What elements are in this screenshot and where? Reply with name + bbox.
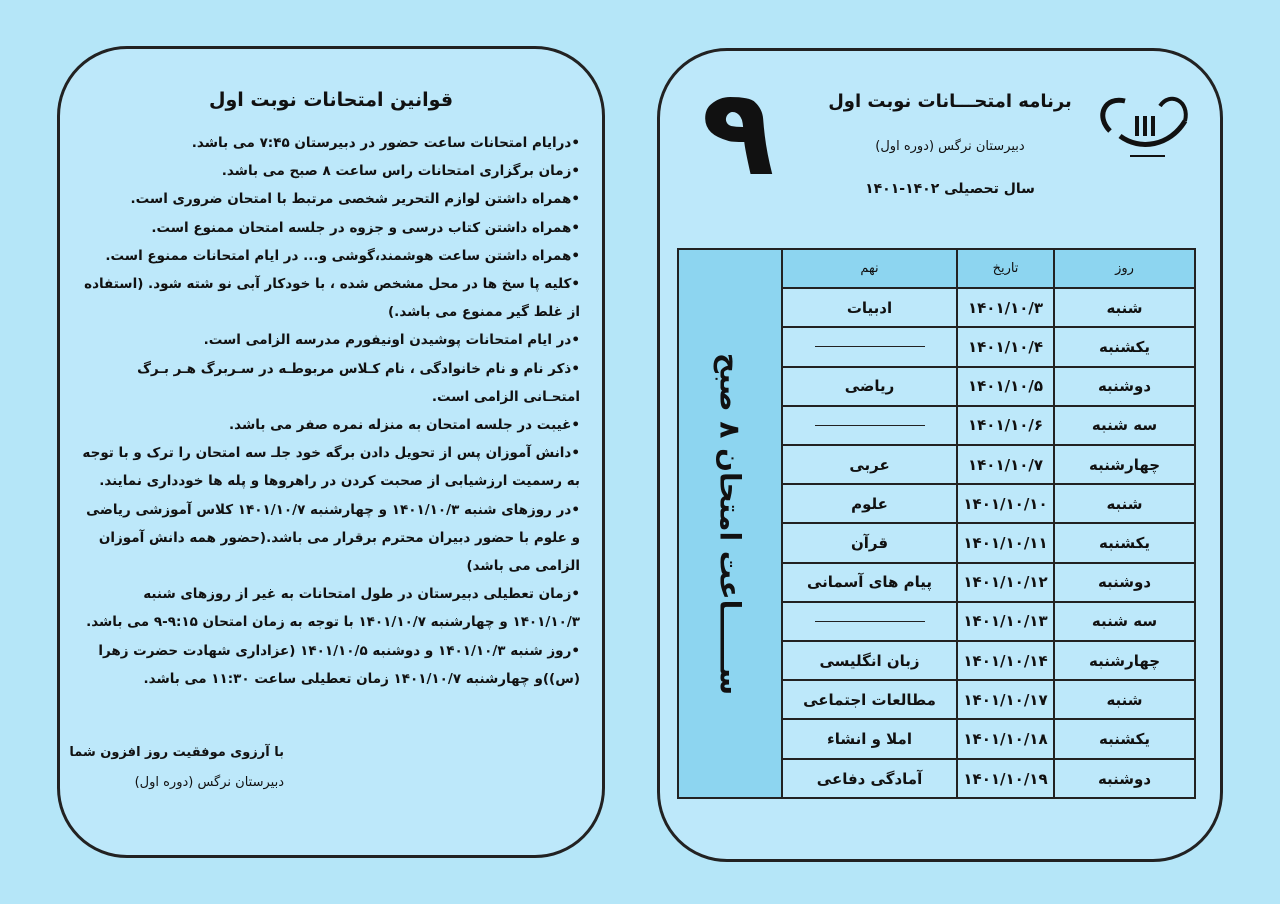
rule-item: • زمان برگزاری امتحانات راس ساعت ۸ صبح می باشد. [80, 157, 580, 185]
school-name: دبیرستان نرگس (دوره اول) [875, 139, 1025, 154]
closing-block [69, 738, 284, 798]
program-title: برنامه امتحـــانات نوبت اول [828, 91, 1072, 112]
rule-item: • در ایام امتحانات پوشیدن اونیفورم مدرسه الزامی است. [80, 326, 580, 354]
subject-cell: قرآن [850, 533, 889, 552]
no-exam-dash [815, 621, 925, 622]
rule-item: • همراه داشتن ساعت هوشمند،گوشی و... در ایام امتحانات ممنوع است. [80, 242, 580, 270]
date-cell: ۱۴۰۱/۱۰/۱۹ [956, 760, 1055, 799]
exam-time-column [679, 250, 783, 797]
table-row [783, 407, 1194, 446]
grade-number: ۹ [701, 64, 775, 203]
subject-cell: پیام های آسمانی [807, 573, 932, 592]
rule-item: • درایام امتحانات ساعت حضور در دبیرستان ۷:۴۵ می باشد. [80, 129, 580, 157]
rules-list [80, 129, 580, 693]
date-cell: ۱۴۰۱/۱۰/۱۳ [956, 603, 1055, 640]
rule-item: • دانش آموزان پس از تحویل دادن برگه خود جلـ سه امتحان را ترک و با توجه به رسمیت ارزشیابی از صحبت کردن در راهروها و پله ها خودداری نمایند. [80, 439, 580, 495]
subject-cell: ریاضی [844, 377, 895, 396]
subject-cell: زبان انگلیسی [819, 651, 920, 670]
subject-cell [783, 603, 956, 640]
date-cell: ۱۴۰۱/۱۰/۱۱ [956, 524, 1055, 561]
table-row [783, 720, 1194, 759]
day-cell: سه شنبه [1091, 416, 1158, 435]
subject-cell: آمادگی دفاعی [816, 770, 923, 789]
subject-cell: عربی [849, 455, 890, 474]
table-row [783, 603, 1194, 642]
academic-year: سال تحصیلی ۱۴۰۲-۱۴۰۱ [865, 181, 1035, 197]
date-cell: ۱۴۰۱/۱۰/۷ [956, 446, 1055, 483]
rule-item: • در روزهای شنبه ۱۴۰۱/۱۰/۳ و چهارشنبه ۱۴۰۱/۱۰/۷ کلاس آموزشی ریاضی و علوم با حضور دبیران محترم برقرار می باشد.(حضور همه دانش آموزان الزامی می باشد) [80, 496, 580, 581]
subject-cell: املا و انشاء [827, 729, 912, 748]
date-cell: ۱۴۰۱/۱۰/۱۲ [956, 564, 1055, 601]
day-cell: چهارشنبه [1088, 455, 1161, 474]
day-cell: شنبه [1106, 690, 1143, 709]
table-row [783, 760, 1194, 799]
rule-item: • غیبت در جلسه امتحان به منزله نمره صفر می باشد. [80, 411, 580, 439]
date-cell: ۱۴۰۱/۱۰/۶ [956, 407, 1055, 444]
rule-item: • کلیه پا سخ ها در محل مشخص شده ، با خودکار آبی نو شته شود. (استفاده از غلط گیر ممنوع می باشد.) [80, 270, 580, 326]
date-cell: ۱۴۰۱/۱۰/۱۰ [956, 485, 1055, 522]
header-grade: نهم [783, 250, 956, 287]
rule-item: • روز شنبه ۱۴۰۱/۱۰/۳ و دوشنبه ۱۴۰۱/۱۰/۵ (عزاداری شهادت حضرت زهرا (س))و چهارشنبه ۱۴۰۱/۱۰/۷ زمان تعطیلی ساعت ۱۱:۳۰ می باشد. [80, 637, 580, 693]
table-row [783, 289, 1194, 328]
date-cell: ۱۴۰۱/۱۰/۱۷ [956, 681, 1055, 718]
day-cell: یکشنبه [1099, 337, 1150, 356]
table-row [783, 485, 1194, 524]
table-row [783, 642, 1194, 681]
day-cell: سه شنبه [1091, 612, 1158, 631]
rule-item: • همراه داشتن لوازم التحریر شخصی مرتبط با امتحان ضروری است. [80, 185, 580, 213]
school-logo [1090, 76, 1200, 176]
schedule-panel [657, 48, 1223, 862]
table-row [783, 681, 1194, 720]
exam-schedule-table [677, 248, 1196, 799]
table-header-row [783, 250, 1194, 289]
schedule-grid [783, 250, 1194, 797]
rules-panel [57, 46, 605, 858]
day-cell: چهارشنبه [1088, 651, 1161, 670]
header-day: روز [1055, 250, 1194, 287]
subject-cell: علوم [851, 494, 888, 513]
closing-school: دبیرستان نرگس (دوره اول) [134, 775, 284, 790]
subject-cell: مطالعات اجتماعی [803, 690, 936, 709]
date-cell: ۱۴۰۱/۱۰/۱۴ [956, 642, 1055, 679]
day-cell: شنبه [1106, 494, 1143, 513]
day-cell: دوشنبه [1097, 377, 1152, 396]
table-row [783, 328, 1194, 367]
day-cell: یکشنبه [1099, 729, 1150, 748]
no-exam-dash [815, 346, 925, 347]
table-row [783, 446, 1194, 485]
date-cell: ۱۴۰۱/۱۰/۵ [956, 368, 1055, 405]
day-cell: دوشنبه [1097, 573, 1152, 592]
date-cell: ۱۴۰۱/۱۰/۴ [956, 328, 1055, 365]
rule-item: • ذکر نام و نام خانوادگی ، نام کـلاس مربوطـه در سـربرگ هـر بـرگ امتحـانی الزامی است. [80, 355, 580, 411]
date-cell: ۱۴۰۱/۱۰/۳ [956, 289, 1055, 326]
day-cell: دوشنبه [1097, 770, 1152, 789]
rule-item: • همراه داشتن کتاب درسی و جزوه در جلسه امتحان ممنوع است. [80, 214, 580, 242]
table-row [783, 564, 1194, 603]
date-cell: ۱۴۰۱/۱۰/۱۸ [956, 720, 1055, 757]
rule-item: • زمان تعطیلی دبیرستان در طول امتحانات به غیر از روزهای شنبه ۱۴۰۱/۱۰/۳ و چهارشنبه ۱۴۰۱/۱۰/۷ با توجه به زمان امتحان ۹:۱۵-۹ می باشد. [80, 580, 580, 636]
exam-time-label: ســــــاعت امتحان ۸ صبح [713, 352, 747, 695]
table-row [783, 524, 1194, 563]
no-exam-dash [815, 425, 925, 426]
closing-wish: با آرزوی موفقیت روز افزون شما [69, 745, 284, 760]
day-cell: یکشنبه [1099, 533, 1150, 552]
rules-title: قوانین امتحانات نوبت اول [208, 89, 454, 111]
day-cell: شنبه [1106, 298, 1143, 317]
subject-cell: ادبیات [846, 298, 893, 317]
subject-cell [783, 407, 956, 444]
subject-cell [783, 328, 956, 365]
table-row [783, 368, 1194, 407]
header-date: تاریخ [956, 250, 1055, 287]
